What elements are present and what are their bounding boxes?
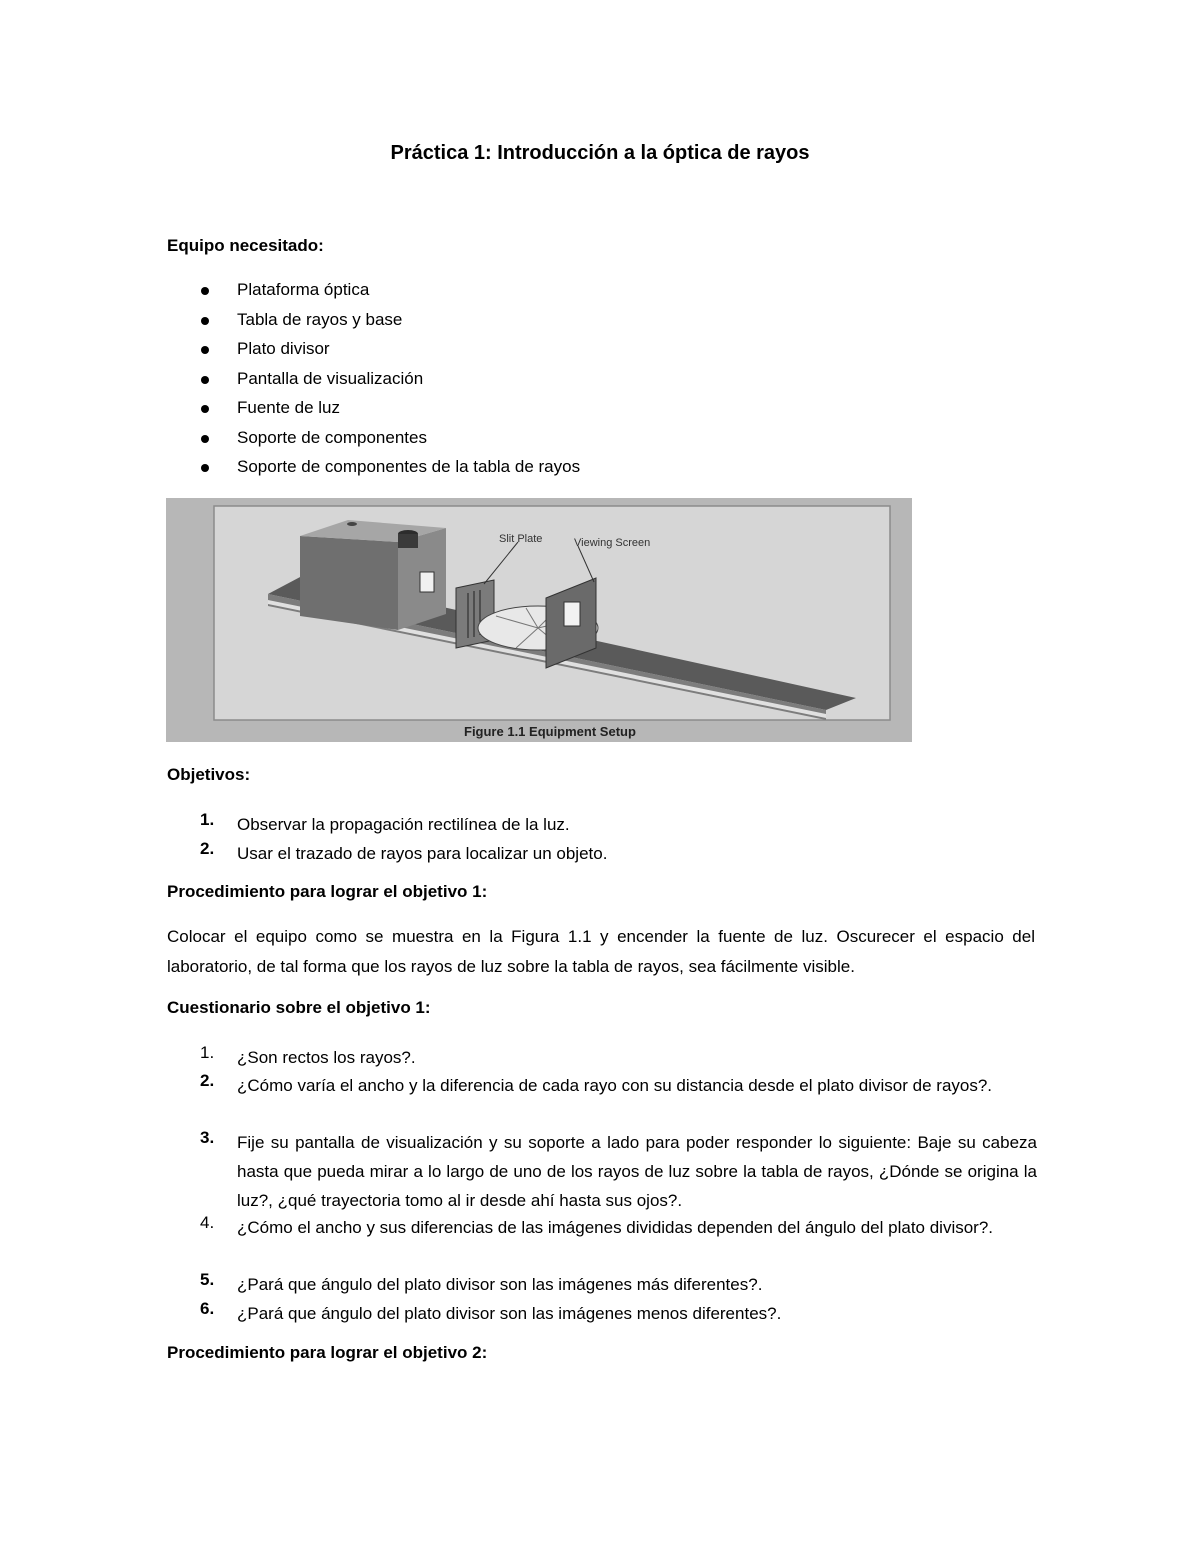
- slit-plate-label: Slit Plate: [499, 533, 543, 545]
- item-text: ¿Pará que ángulo del plato divisor son las imágenes más diferentes?.: [237, 1275, 763, 1294]
- item-number: 6.: [200, 1299, 215, 1318]
- procedure2-heading: Procedimiento para lograr el objetivo 2:: [167, 1343, 488, 1362]
- item-text: Observar la propagación rectilínea de la luz.: [237, 815, 570, 834]
- item-number: 2.: [200, 839, 215, 858]
- item-text: Fije su pantalla de visualización y su soporte a lado para poder responder lo siguiente: Baje su cabeza hasta que pueda mirar a lo largo de uno de los rayos de luz sobre la tabla de rayos, ¿Dónde se origina la luz?, ¿qué trayectoria tomo al ir desde ahí hasta sus ojos?.: [237, 1133, 1037, 1210]
- bullet-icon: [201, 346, 209, 354]
- procedure1-text: Colocar el equipo como se muestra en la Figura 1.1 y encender la fuente de luz. Oscurecer el espacio del laboratorio, de tal forma que los rayos de luz sobre la tabla de rayos, sea fácilmente visible.: [167, 927, 1035, 976]
- item-text: ¿Cómo varía el ancho y la diferencia de cada rayo con su distancia desde el plato divisor de rayos?.: [237, 1076, 993, 1095]
- document-page: Práctica 1: Introducción a la óptica de rayos Equipo necesitado: Plataforma óptica Tabla de rayos y base Plato divisor Pantalla de visualización Fuente de luz Soporte de componentes Soporte de componentes de la tabla de rayos Slit Plate Viewing Screen Figure 1.1 Equipment Setup Objetivos: 1. Observar la propagación rectilínea de la luz. 2. Usar el trazado de rayos para localizar un objeto. Procedimiento para lograr el objetivo 1: Colocar el equipo como se muestra en la Figura 1.1 y encender la fuente de luz. Oscurecer el espacio del laboratorio, de tal forma que los rayos de luz sobre la tabla de rayos, sea fácilmente visible. Cuestionario sobre el objetivo 1: 1. ¿Son rectos los rayos?. 2. ¿Cómo varía el ancho y la diferencia de cada rayo con su distancia desde el plato divisor de rayos?. 3. Fije su pantalla de visualización y su soporte a lado para poder responder lo siguiente: Baje su cabeza hasta que pueda mirar a lo largo de uno de los rayos de luz sobre la tabla de rayos, ¿Dónde se origina la luz?, ¿qué trayectoria tomo al ir desde ahí hasta sus ojos?. 4. ¿Cómo el ancho y sus diferencias de las imágenes divididas dependen del ángulo del plato divisor?. 5. ¿Pará que ángulo del plato divisor son las imágenes más diferentes?. 6. ¿Pará que ángulo del plato divisor son las imágenes menos diferentes?. Procedimiento para lograr el objetivo 2:: [0, 0, 1200, 1553]
- bullet-icon: [201, 464, 209, 472]
- item-text: ¿Cómo el ancho y sus diferencias de las imágenes divididas dependen del ángulo del plato divisor?.: [237, 1218, 994, 1237]
- objectives-heading: Objetivos:: [167, 765, 251, 784]
- item-number: 4.: [200, 1213, 215, 1232]
- equipment-heading: Equipo necesitado:: [167, 236, 324, 255]
- equipment-illustration: [166, 498, 912, 742]
- viewing-screen-label: Viewing Screen: [574, 537, 651, 549]
- bullet-icon: [201, 405, 209, 413]
- bullet-icon: [201, 317, 209, 325]
- item-text: Usar el trazado de rayos para localizar un objeto.: [237, 844, 608, 863]
- item-number: 1.: [200, 810, 215, 829]
- bullet-icon: [201, 435, 209, 443]
- item-number: 3.: [200, 1128, 215, 1147]
- page-title: Práctica 1: Introducción a la óptica de rayos: [390, 142, 810, 164]
- item-number: 2.: [200, 1071, 215, 1090]
- questionnaire1-heading: Cuestionario sobre el objetivo 1:: [167, 998, 431, 1017]
- figure-caption: Figure 1.1 Equipment Setup: [464, 724, 636, 739]
- item-text: ¿Son rectos los rayos?.: [237, 1048, 416, 1067]
- item-text: ¿Pará que ángulo del plato divisor son las imágenes menos diferentes?.: [237, 1304, 782, 1323]
- item-number: 1.: [200, 1043, 215, 1062]
- item-number: 5.: [200, 1270, 215, 1289]
- bullet-icon: [201, 376, 209, 384]
- equipment-figure: [166, 498, 912, 742]
- procedure1-heading: Procedimiento para lograr el objetivo 1:: [167, 882, 488, 901]
- bullet-icon: [201, 287, 209, 295]
